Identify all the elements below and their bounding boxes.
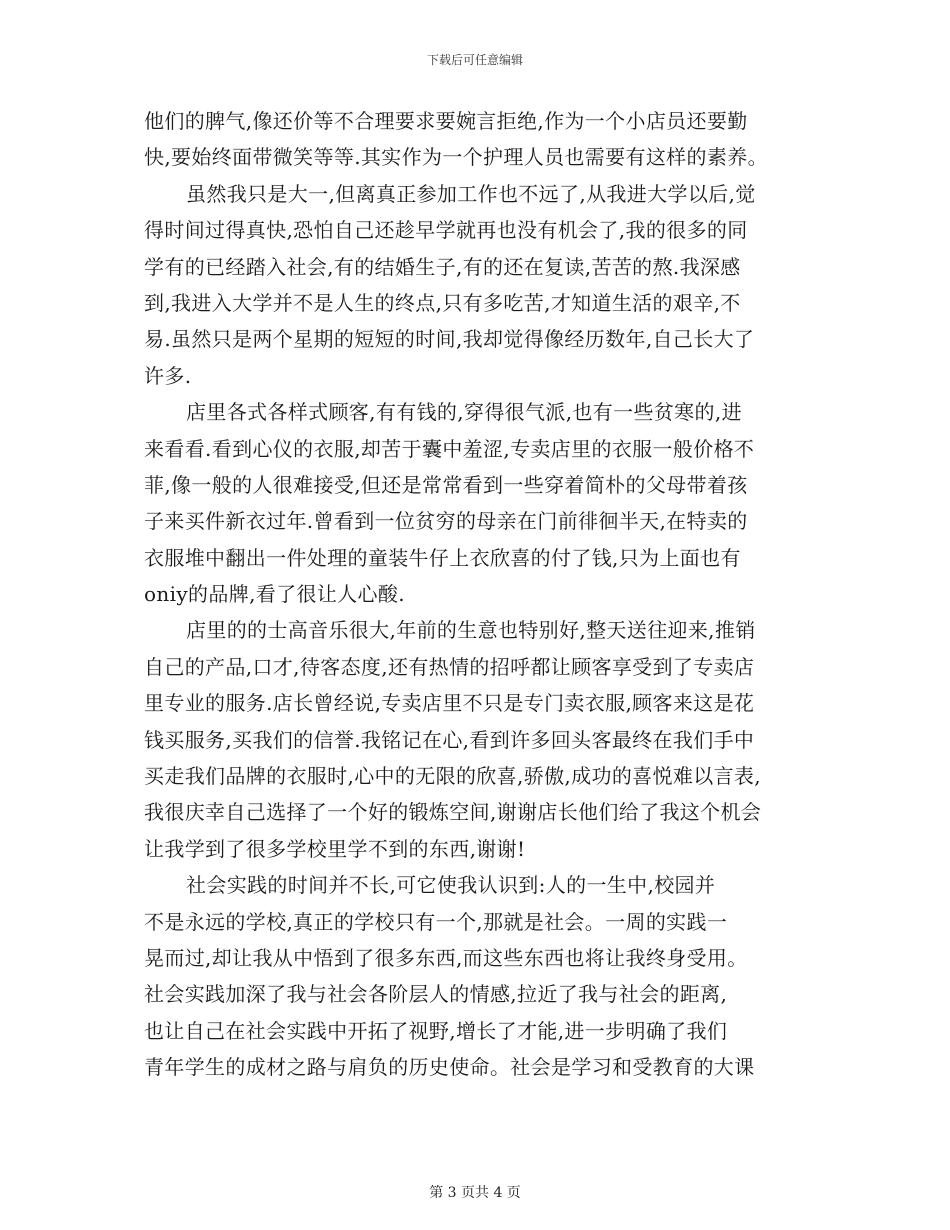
- text-line: 买走我们品牌的衣服时,心中的无限的欣喜,骄傲,成功的喜悦难以言表,: [144, 764, 761, 789]
- text-line: 不是永远的学校,真正的学校只有一个,那就是社会。一周的实践一: [144, 909, 728, 934]
- text-line: 学有的已经踏入社会,有的结婚生子,有的还在复读,苦苦的熬.我深感: [144, 254, 741, 279]
- page-footer: 第 3 页共 4 页: [429, 1185, 521, 1201]
- text-line: 得时间过得真快,恐怕自己还趁早学就再也没有机会了,我的很多的同: [144, 218, 748, 243]
- text-line: 让我学到了很多学校里学不到的东西,谢谢!: [144, 836, 526, 861]
- text-line: 社会实践加深了我与社会各阶层人的情感,拉近了我与社会的距离,: [144, 982, 728, 1007]
- text-line: 子来买件新衣过年.曾看到一位贫穷的母亲在门前徘徊半天,在特卖的: [144, 509, 748, 534]
- text-line: 虽然我只是大一,但离真正参加工作也不远了,从我进大学以后,觉: [186, 181, 756, 206]
- text-line: 也让自己在社会实践中开拓了视野,增长了才能,进一步明确了我们: [144, 1018, 728, 1043]
- text-line: 店里各式各样式顾客,有有钱的,穿得很气派,也有一些贫寒的,进: [186, 400, 742, 425]
- text-line: 衣服堆中翻出一件处理的童装牛仔上衣欣喜的付了钱,只为上面也有: [144, 545, 741, 570]
- text-line: 里专业的服务.店长曾经说,专卖店里不只是专门卖衣服,顾客来这是花: [144, 691, 755, 716]
- text-line: 青年学生的成材之路与肩负的历史使命。社会是学习和受教育的大课: [144, 1055, 755, 1080]
- text-line: 社会实践的时间并不长,可它使我认识到:人的一生中,校园并: [186, 873, 716, 898]
- text-line: oniy的品牌,看了很让人心酸.: [144, 582, 405, 607]
- text-line: 晃而过,却让我从中悟到了很多东西,而这些东西也将让我终身受用。: [144, 945, 748, 970]
- text-line: 自己的产品,口才,待客态度,还有热情的招呼都让顾客享受到了专卖店: [144, 654, 755, 679]
- text-line: 钱买服务,买我们的信誉.我铭记在心,看到许多回头客最终在我们手中: [144, 727, 755, 752]
- text-line: 店里的的士高音乐很大,年前的生意也特别好,整天送往迎来,推销: [186, 618, 756, 643]
- text-line: 快,要始终面带微笑等等.其实作为一个护理人员也需要有这样的素养。: [144, 145, 768, 170]
- text-line: 菲,像一般的人很难接受,但还是常常看到一些穿着简朴的父母带着孩: [144, 472, 748, 497]
- text-line: 许多.: [144, 363, 192, 388]
- text-line: 我很庆幸自己选择了一个好的锻炼空间,谢谢店长他们给了我这个机会: [144, 800, 762, 825]
- text-line: 到,我进入大学并不是人生的终点,只有多吃苦,才知道生活的艰辛,不: [144, 290, 741, 315]
- text-line: 易.虽然只是两个星期的短短的时间,我却觉得像经历数年,自己长大了: [144, 327, 755, 352]
- text-line: 他们的脾气,像还价等不合理要求要婉言拒绝,作为一个小店员还要勤: [144, 109, 748, 133]
- text-line: 来看看.看到心仪的衣服,却苦于囊中羞涩,专卖店里的衣服一般价格不: [144, 436, 755, 461]
- document-body: [144, 103, 809, 1086]
- page-header: 下载后可任意编辑: [426, 53, 523, 67]
